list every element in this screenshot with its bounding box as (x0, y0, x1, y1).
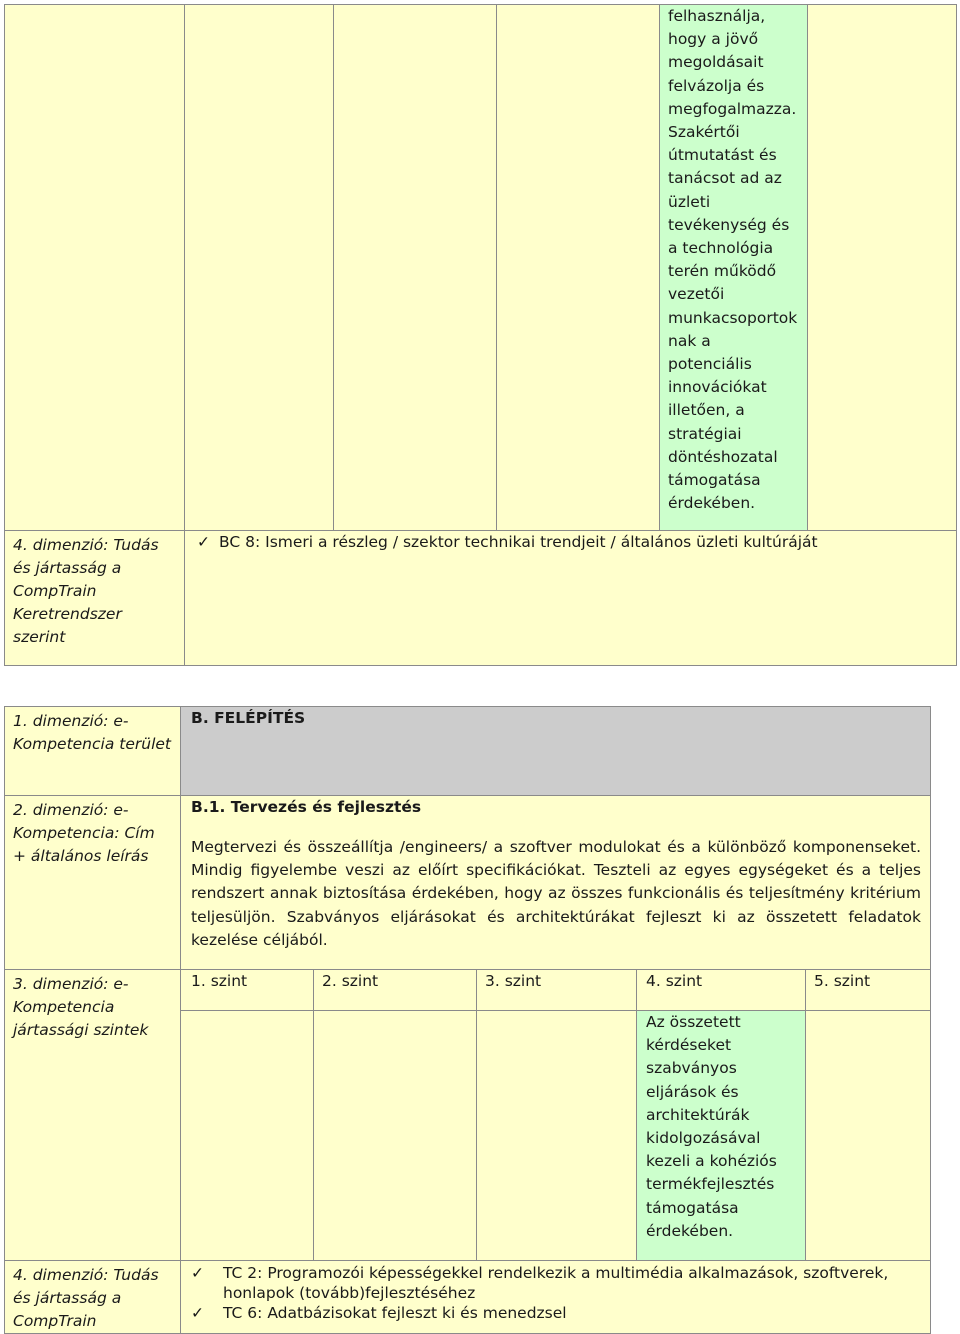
dim4-label-text-2: 4. dimenzió: Tudás és jártasság a CompTrain (13, 1266, 159, 1330)
level-1-body (180, 1010, 314, 1261)
green-cell-text-line: stratégiai (668, 424, 742, 443)
dim4-item-2 (191, 1303, 922, 1323)
dim4-item-1-text: TC 2: Programozói képességekkel rendelkezik a multimédia alkalmazások, szoftverek, honlapok (tovább)fejlesztéséhez (223, 1264, 889, 1302)
table1-dim4-label (4, 530, 185, 666)
level-4-text-line: szabványos (646, 1059, 737, 1078)
table1-col-5-green-cell (659, 4, 808, 531)
level-4-body-green (636, 1010, 806, 1261)
level-2-header (313, 969, 477, 1011)
dim3-label-text: 3. dimenzió: e-Kompetencia jártassági szintek (13, 975, 149, 1039)
dim2-label-text: 2. dimenzió: e-Kompetencia: Cím + általános leírás (13, 801, 155, 865)
table1-col-6 (807, 4, 957, 531)
green-cell-text-line: vezetői (668, 285, 725, 304)
dim4-item-2-text: TC 6: Adatbázisokat fejleszt ki és menedzsel (223, 1304, 567, 1322)
green-cell-text-line: támogatása (668, 471, 761, 490)
dim1-label-cell (4, 706, 181, 796)
green-cell-text-line: munkacsoportok (668, 308, 798, 327)
level-4-text-line: kezeli a kohéziós (646, 1152, 777, 1171)
level-4-header (636, 969, 806, 1011)
level-3-label: 3. szint (485, 972, 542, 990)
dim4-label-cell (4, 1260, 181, 1334)
green-cell-text-line: potenciális (668, 355, 752, 374)
level-5-body (805, 1010, 931, 1261)
dim1-label-text: 1. dimenzió: e-Kompetencia terület (13, 712, 171, 753)
green-cell-text-line: hogy a jövő (668, 30, 759, 49)
green-cell-text-line: illetően, a (668, 401, 745, 420)
green-cell-text-line: tevékenység és (668, 215, 790, 234)
green-cell-text-line: megoldásait (668, 53, 764, 72)
dim2-label-cell (4, 795, 181, 970)
level-5-label: 5. szint (814, 972, 871, 990)
level-4-text-line: kérdéseket (646, 1036, 732, 1055)
dim4-label-text: 4. dimenzió: Tudás és jártasság a CompTrain Keretrendszer szerint (13, 536, 159, 646)
table1-label-col-top (4, 4, 185, 531)
green-cell-text-line: innovációkat (668, 378, 767, 397)
table1-dim4-content (184, 530, 957, 666)
green-cell-text-line: érdekében. (668, 494, 756, 513)
area-title-cell (180, 706, 931, 796)
level-3-header (476, 969, 637, 1011)
dim4-item-1 (191, 1263, 922, 1303)
level-3-body (476, 1010, 637, 1261)
dim4-item-text: BC 8: Ismeri a részleg / szektor technikai trendjeit / általános üzleti kultúráját (219, 533, 818, 551)
level-4-text-line: eljárások és (646, 1082, 739, 1101)
green-cell-text-line: Szakértői (668, 123, 740, 142)
green-cell-text-line: tanácsot ad az (668, 169, 782, 188)
green-cell-text-line: üzleti (668, 192, 711, 211)
level-4-text-line: termékfejlesztés (646, 1175, 775, 1194)
level-4-text-line: architektúrák (646, 1105, 750, 1124)
level-4-text-line: támogatása (646, 1198, 739, 1217)
level-4-label: 4. szint (646, 972, 703, 990)
checkmark-icon: ✓ (191, 1264, 204, 1282)
green-cell-text-line: terén működő (668, 262, 777, 281)
table1-col-2 (184, 4, 334, 531)
green-cell-text-line: döntéshozatal (668, 447, 778, 466)
dim3-label-cell (4, 969, 181, 1261)
table1-col-3 (333, 4, 497, 531)
level-1-label: 1. szint (191, 972, 248, 990)
dim4-content-cell (180, 1260, 931, 1334)
green-cell-text (668, 5, 807, 515)
green-cell-text-line: megfogalmazza. (668, 99, 797, 118)
dim4-items-list (191, 1263, 922, 1323)
level-5-header (805, 969, 931, 1011)
level-2-label: 2. szint (322, 972, 379, 990)
dim4-item (197, 531, 948, 554)
level-2-body (313, 1010, 477, 1261)
area-title: B. FELÉPÍTÉS (191, 709, 306, 727)
level-4-description (646, 1011, 805, 1243)
green-cell-text-line: felhasználja, (668, 7, 766, 25)
level-4-text-line: Az összetett (646, 1013, 741, 1031)
green-cell-text-line: útmutatást és (668, 146, 777, 165)
green-cell-text-line: felvázolja és (668, 76, 765, 95)
checkmark-icon: ✓ (197, 533, 210, 551)
competence-title: B.1. Tervezés és fejlesztés (191, 798, 422, 816)
competence-cell (180, 795, 931, 970)
green-cell-text-line: nak a (668, 331, 711, 350)
level-4-text-line: érdekében. (646, 1221, 734, 1240)
level-1-header (180, 969, 314, 1011)
green-cell-text-line: a technológia (668, 239, 774, 258)
checkmark-icon: ✓ (191, 1304, 204, 1322)
level-4-text-line: kidolgozásával (646, 1129, 761, 1148)
table1-col-4 (496, 4, 660, 531)
competence-description: Megtervezi és összeállítja /engineers/ a szoftver modulokat és a különböző komponenseket. Mindig figyelembe veszi az előírt specifikációkat. Teszteli az egyes egységeket és a teljes rendszert annak biztosítása érdekében, hogy az összes funkcionális és teljesítmény kritérium teljesüljön. Szabványos eljárásokat és architektúrákat fejleszt ki az összetett feladatok kezelése céljából. (191, 838, 921, 949)
